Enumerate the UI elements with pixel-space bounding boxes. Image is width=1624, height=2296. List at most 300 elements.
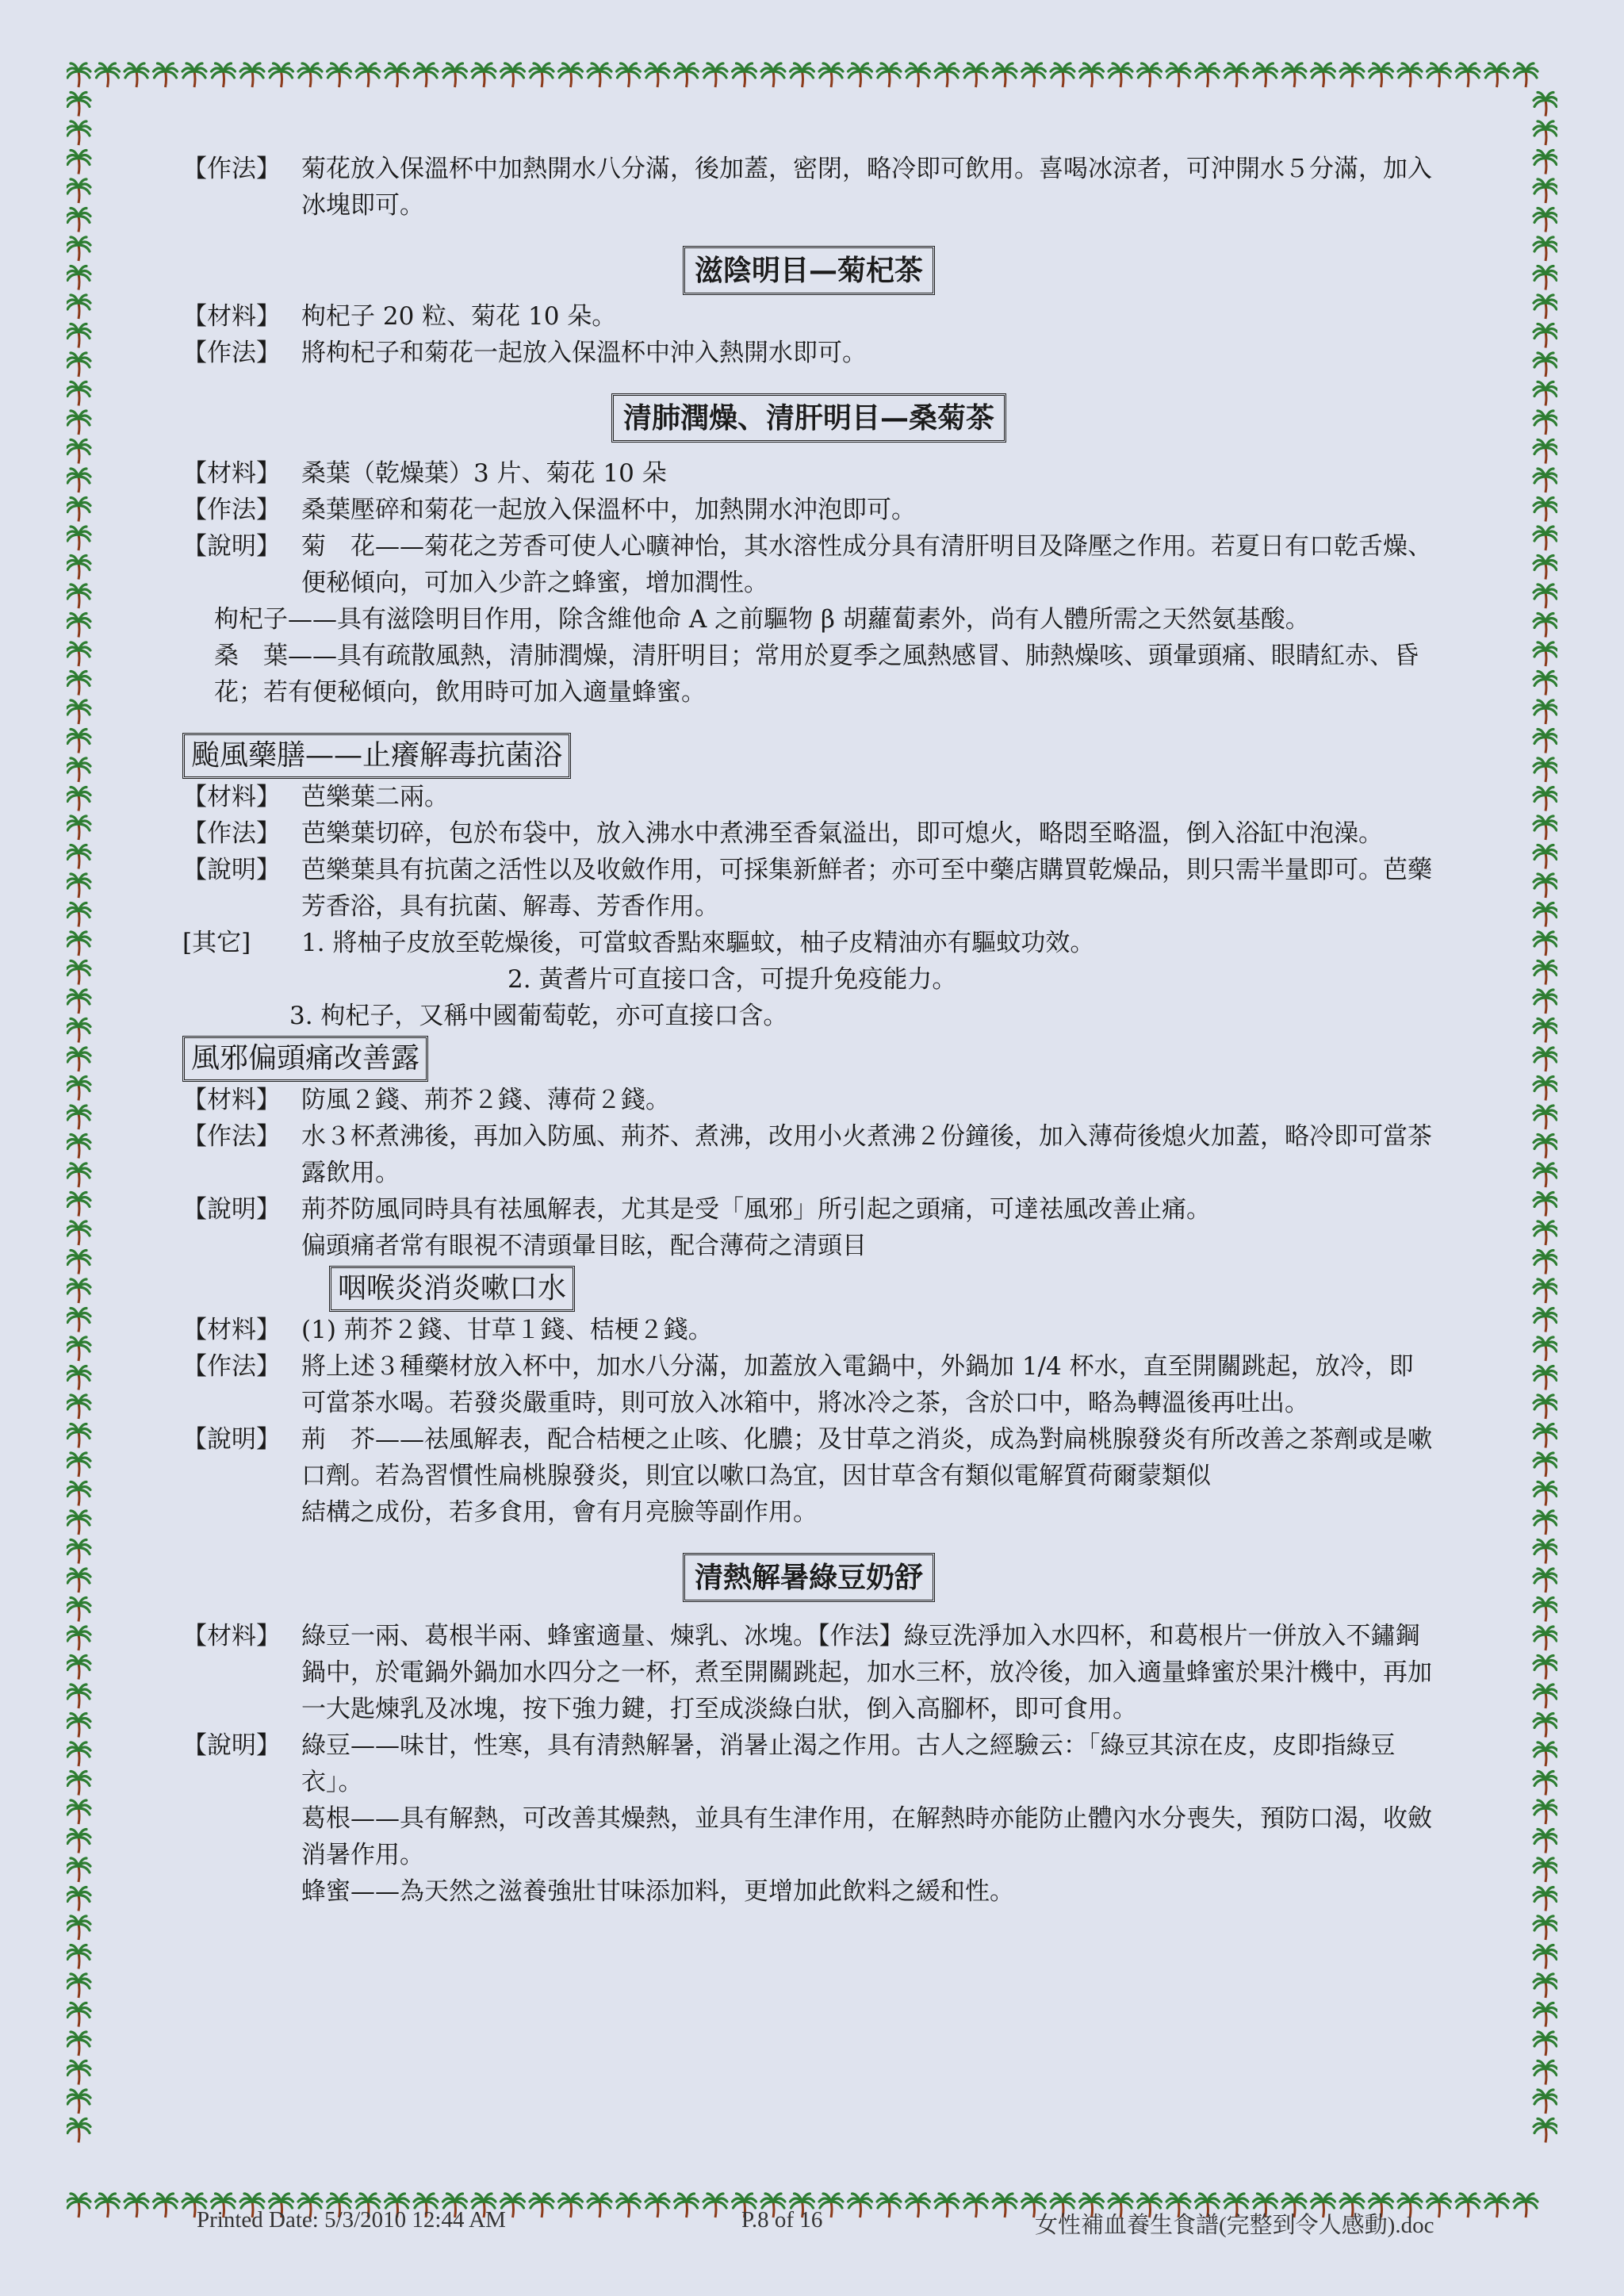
palm-tree-icon	[993, 2194, 1017, 2217]
method-row	[182, 1348, 1435, 1421]
palm-tree-icon	[1534, 324, 1557, 348]
palm-tree-icon	[67, 903, 90, 927]
palm-tree-icon	[1534, 932, 1557, 956]
palm-tree-icon	[67, 1279, 90, 1303]
material-text: 枸杞子 20 粒、菊花 10 朵。	[301, 302, 617, 331]
palm-tree-icon	[1534, 1135, 1557, 1159]
palm-tree-icon	[67, 1742, 90, 1766]
section-title-wrap	[182, 393, 1435, 443]
palm-tree-icon	[67, 121, 90, 145]
palm-tree-icon	[67, 151, 90, 174]
palm-tree-icon	[67, 642, 90, 666]
palm-tree-icon	[1534, 1598, 1557, 1622]
palm-tree-icon	[1080, 63, 1104, 87]
palm-tree-icon	[819, 2194, 843, 2217]
palm-tree-icon	[67, 845, 90, 869]
material-label: 【材料】	[182, 459, 281, 488]
palm-tree-icon	[1534, 179, 1557, 203]
note-row	[182, 1873, 1435, 1910]
palm-tree-icon	[1534, 1945, 1557, 1969]
palm-tree-icon	[472, 63, 496, 87]
palm-tree-icon	[530, 63, 553, 87]
palm-tree-icon	[182, 63, 206, 87]
palm-tree-icon	[67, 816, 90, 840]
note-row	[182, 1228, 1435, 1264]
palm-tree-icon	[1534, 93, 1557, 117]
palm-tree-icon	[67, 990, 90, 1014]
palm-tree-icon	[1196, 63, 1220, 87]
palm-tree-icon	[588, 63, 611, 87]
palm-tree-icon	[1534, 1453, 1557, 1477]
palm-tree-icon	[935, 63, 959, 87]
palm-tree-icon	[67, 1048, 90, 1071]
palm-tree-icon	[1534, 1251, 1557, 1274]
palm-tree-icon	[1485, 63, 1509, 87]
palm-tree-icon	[964, 63, 988, 87]
material-row	[182, 779, 1435, 815]
method-row	[182, 815, 1435, 852]
material-row	[182, 298, 1435, 335]
palm-tree-icon	[1534, 1714, 1557, 1738]
palm-tree-icon	[1534, 1279, 1557, 1303]
palm-tree-icon	[124, 63, 148, 87]
palm-tree-icon	[1534, 1540, 1557, 1564]
palm-tree-icon	[1138, 63, 1162, 87]
palm-tree-icon	[1534, 382, 1557, 406]
palm-tree-icon	[1534, 1974, 1557, 1998]
palm-tree-icon	[67, 1772, 90, 1796]
palm-tree-icon	[67, 788, 90, 811]
palm-tree-icon	[1534, 1916, 1557, 1940]
palm-tree-icon	[356, 63, 380, 87]
palm-tree-icon	[877, 2194, 901, 2217]
material-row	[182, 1618, 1435, 1727]
palm-tree-icon	[617, 63, 641, 87]
palm-tree-icon	[1534, 1627, 1557, 1650]
palm-tree-icon	[67, 295, 90, 319]
palm-tree-icon	[67, 556, 90, 580]
palm-tree-icon	[1534, 1482, 1557, 1506]
palm-tree-icon	[1534, 2061, 1557, 2085]
palm-tree-icon	[848, 2194, 872, 2217]
section-title-wrap	[182, 1553, 1435, 1602]
palm-tree-icon	[1534, 874, 1557, 898]
palm-tree-icon	[645, 2194, 669, 2217]
palm-tree-icon	[1254, 63, 1277, 87]
palm-tree-icon	[67, 1511, 90, 1535]
palm-tree-icon	[848, 63, 872, 87]
material-row	[182, 455, 1435, 492]
palm-tree-icon	[67, 585, 90, 608]
palm-tree-icon	[1534, 1048, 1557, 1071]
palm-tree-icon	[67, 672, 90, 696]
palm-tree-icon	[1534, 1077, 1557, 1101]
palm-tree-icon	[1312, 63, 1335, 87]
material-text: 綠豆一兩、葛根半兩、蜂蜜適量、煉乳、冰塊。【作法】綠豆洗淨加入水四杯，和葛根片一併放入不鏽鋼鍋中，於電鍋外鍋加水四分之一杯，煮至開關跳起，加水三杯，放冷後，加入適量蜂蜜於果汁機中，再加一大匙煉乳及冰塊，按下強力鍵，打至成淡綠白狀，倒入高腳杯，即可食用。	[301, 1622, 1432, 1723]
palm-tree-icon	[1534, 151, 1557, 174]
palm-tree-icon	[67, 2061, 90, 2085]
palm-tree-icon	[67, 1714, 90, 1738]
palm-tree-icon	[67, 1598, 90, 1622]
palm-tree-icon	[1022, 63, 1046, 87]
palm-tree-icon	[1456, 2194, 1480, 2217]
palm-tree-icon	[675, 63, 699, 87]
palm-tree-icon	[1534, 1019, 1557, 1043]
section-title-wrap	[182, 246, 1435, 295]
palm-tree-icon	[67, 2194, 90, 2217]
palm-tree-icon	[96, 63, 120, 87]
palm-tree-icon	[67, 1685, 90, 1708]
palm-tree-icon	[906, 2194, 930, 2217]
palm-tree-icon	[298, 63, 322, 87]
palm-tree-icon	[1534, 961, 1557, 985]
method-text: 將枸杞子和菊花一起放入保溫杯中沖入熱開水即可。	[301, 339, 867, 367]
palm-tree-icon	[1514, 63, 1538, 87]
palm-tree-icon	[67, 2032, 90, 2056]
section-title: 咽喉炎消炎嗽口水	[329, 1266, 575, 1312]
palm-tree-icon	[67, 1135, 90, 1159]
palm-tree-icon	[1534, 1424, 1557, 1448]
material-text: 桑葉（乾燥葉）3 片、菊花 10 朵	[301, 459, 667, 488]
palm-tree-icon	[588, 2194, 611, 2217]
note-text: 蜂蜜——為天然之滋養強壯甘味添加料，更增加此飲料之緩和性。	[301, 1877, 1014, 1906]
palm-tree-icon	[67, 63, 90, 87]
palm-tree-icon	[1534, 990, 1557, 1014]
note-row	[182, 1727, 1435, 1800]
palm-tree-icon	[67, 440, 90, 464]
palm-tree-icon	[1534, 469, 1557, 493]
palm-tree-icon	[67, 179, 90, 203]
palm-tree-icon	[1485, 2194, 1509, 2217]
note-row	[182, 1191, 1435, 1228]
palm-tree-icon	[559, 63, 583, 87]
palm-tree-icon	[1534, 1163, 1557, 1187]
note-text: 結構之成份，若多食用，會有月亮臉等副作用。	[301, 1498, 818, 1527]
palm-tree-icon	[67, 1888, 90, 1911]
palm-tree-icon	[67, 1858, 90, 1882]
note-text: 芭樂葉具有抗菌之活性以及收斂作用，可採集新鮮者；亦可至中藥店購買乾燥品，則只需半量即可。芭藥芳香浴，具有抗菌、解毒、芳香作用。	[301, 856, 1432, 921]
palm-tree-icon	[1534, 1221, 1557, 1245]
palm-tree-icon	[67, 498, 90, 522]
palm-tree-icon	[1534, 2003, 1557, 2027]
other-label: [其它]	[182, 929, 251, 957]
palm-tree-icon	[1534, 209, 1557, 232]
method-row	[182, 335, 1435, 371]
section-title-wrap	[182, 1036, 1435, 1082]
palm-tree-icon	[385, 63, 409, 87]
palm-tree-icon	[67, 700, 90, 724]
palm-tree-icon	[1369, 63, 1393, 87]
palm-tree-icon	[67, 324, 90, 348]
palm-tree-icon	[67, 1974, 90, 1998]
palm-tree-icon	[414, 63, 438, 87]
palm-tree-icon	[877, 63, 901, 87]
material-label: 【材料】	[182, 1622, 281, 1650]
note-text: 菊 花——菊花之芳香可使人心曠神怡，其水溶性成分具有清肝明目及降壓之作用。若夏日有口乾舌燥、便秘傾向，可加入少許之蜂蜜，增加潤性。	[301, 532, 1432, 597]
note-label: 【說明】	[182, 532, 281, 561]
palm-tree-icon	[1534, 1106, 1557, 1129]
palm-tree-icon	[1166, 63, 1190, 87]
palm-tree-icon	[67, 1482, 90, 1506]
palm-tree-icon	[1427, 63, 1451, 87]
method-text: 菊花放入保溫杯中加熱開水八分滿，後加蓋，密閉，略冷即可飲用。喜喝冰涼者，可沖開水５分滿，加入冰塊即可。	[301, 155, 1432, 220]
note-label: 【說明】	[182, 1195, 281, 1224]
palm-tree-icon	[67, 1627, 90, 1650]
palm-tree-icon	[1534, 700, 1557, 724]
palm-tree-icon	[67, 1395, 90, 1419]
method-row	[182, 492, 1435, 528]
palm-tree-icon	[67, 1945, 90, 1969]
method-label: 【作法】	[182, 339, 281, 367]
palm-tree-icon	[1534, 266, 1557, 290]
palm-tree-icon	[1534, 1830, 1557, 1853]
palm-tree-icon	[1534, 903, 1557, 927]
palm-tree-icon	[67, 1800, 90, 1824]
palm-tree-icon	[1534, 1511, 1557, 1535]
note-label: 【說明】	[182, 1425, 281, 1454]
other-row	[182, 925, 1435, 961]
palm-tree-icon	[559, 2194, 583, 2217]
palm-tree-icon	[96, 2194, 120, 2217]
palm-tree-icon	[1534, 1656, 1557, 1680]
palm-tree-icon	[1282, 63, 1306, 87]
section-title: 清肺潤燥、清肝明目—桑菊茶	[611, 393, 1006, 443]
palm-tree-icon	[67, 209, 90, 232]
material-row	[182, 1082, 1435, 1118]
other-text: 2. 黃耆片可直接口含，可提升免疫能力。	[508, 965, 957, 994]
palm-tree-icon	[645, 63, 669, 87]
palm-tree-icon	[67, 961, 90, 985]
note-label: 【說明】	[182, 856, 281, 884]
palm-tree-icon	[67, 1019, 90, 1043]
palm-tree-icon	[1534, 498, 1557, 522]
palm-tree-icon	[67, 353, 90, 377]
palm-tree-icon	[1456, 63, 1480, 87]
palm-tree-icon	[67, 411, 90, 435]
method-text: 桑葉壓碎和菊花一起放入保溫杯中，加熱開水沖泡即可。	[301, 496, 916, 524]
palm-tree-icon	[67, 1569, 90, 1593]
palm-tree-icon	[67, 1251, 90, 1274]
palm-tree-icon	[530, 2194, 553, 2217]
palm-tree-icon	[1534, 585, 1557, 608]
palm-tree-icon	[67, 237, 90, 261]
note-text: 荊芥防風同時具有祛風解表，尤其是受「風邪」所引起之頭痛，可達祛風改善止痛。	[301, 1195, 1211, 1224]
palm-tree-icon	[67, 1453, 90, 1477]
palm-tree-icon	[703, 63, 727, 87]
document-body	[182, 151, 1435, 1910]
palm-tree-icon	[1534, 1742, 1557, 1766]
method-text: 水３杯煮沸後，再加入防風、荊芥、煮沸，改用小火煮沸２份鐘後，加入薄荷後熄火加蓋，略冷即可當茶露飲用。	[301, 1122, 1432, 1187]
palm-tree-icon	[443, 63, 467, 87]
palm-tree-icon	[67, 1540, 90, 1564]
section-title-wrap	[182, 1266, 1435, 1312]
palm-tree-icon	[1534, 295, 1557, 319]
palm-tree-icon	[1534, 556, 1557, 580]
palm-tree-icon	[212, 63, 236, 87]
palm-tree-icon	[67, 93, 90, 117]
palm-tree-icon	[67, 1077, 90, 1101]
palm-tree-icon	[617, 2194, 641, 2217]
palm-tree-icon	[1534, 642, 1557, 666]
method-row	[182, 1118, 1435, 1191]
palm-tree-icon	[240, 63, 264, 87]
method-text: 芭樂葉切碎，包於布袋中，放入沸水中煮沸至香氣溢出，即可熄火，略悶至略溫，倒入浴缸中泡澡。	[301, 819, 1383, 848]
palm-tree-icon	[1534, 440, 1557, 464]
palm-tree-icon	[124, 2194, 148, 2217]
note-row	[182, 638, 1435, 711]
palm-tree-icon	[67, 2090, 90, 2114]
note-row	[182, 601, 1435, 638]
palm-tree-icon	[1051, 63, 1074, 87]
palm-tree-icon	[67, 1193, 90, 1217]
palm-tree-icon	[1534, 1193, 1557, 1217]
palm-tree-icon	[67, 382, 90, 406]
palm-tree-icon	[67, 1916, 90, 1940]
palm-tree-icon	[1224, 63, 1248, 87]
section-title-wrap	[182, 733, 1435, 779]
palm-tree-icon	[67, 1309, 90, 1332]
palm-tree-icon	[1534, 353, 1557, 377]
palm-tree-icon	[67, 2119, 90, 2143]
palm-tree-icon	[1534, 1858, 1557, 1882]
palm-tree-icon	[1534, 1309, 1557, 1332]
other-row	[182, 961, 1435, 998]
material-text: 防風２錢、荊芥２錢、薄荷２錢。	[301, 1086, 670, 1114]
palm-tree-icon	[1534, 1888, 1557, 1911]
note-text: 枸杞子——具有滋陰明目作用，除含維他命 A 之前驅物 β 胡蘿蔔素外，尚有人體所需之天然氨基酸。	[214, 605, 1310, 634]
palm-tree-icon	[67, 730, 90, 753]
palm-tree-icon	[1534, 1337, 1557, 1361]
method-text: 將上述３種藥材放入杯中，加水八分滿，加蓋放入電鍋中，外鍋加 1/4 杯水，直至開關跳起，放冷，即可當茶水喝。若發炎嚴重時，則可放入冰箱中，將冰冷之茶，含於口中，略為轉溫後再吐出。	[301, 1352, 1414, 1417]
note-text: 荊 芥——祛風解表，配合桔梗之止咳、化膿；及甘草之消炎，成為對扁桃腺發炎有所改善之茶劑或是嗽口劑。若為習慣性扁桃腺發炎，則宜以嗽口為宜，因甘草含有類似電解質荷爾蒙類似	[301, 1425, 1432, 1490]
palm-tree-icon	[67, 1830, 90, 1853]
palm-tree-icon	[1534, 237, 1557, 261]
section-title: 風邪偏頭痛改善露	[182, 1036, 428, 1082]
intro-method	[182, 151, 1435, 224]
palm-tree-icon	[67, 527, 90, 550]
section-title: 颱風藥膳——止癢解毒抗菌浴	[182, 733, 571, 779]
palm-tree-icon	[935, 2194, 959, 2217]
palm-tree-icon	[154, 63, 178, 87]
material-label: 【材料】	[182, 302, 281, 331]
palm-tree-icon	[733, 63, 756, 87]
method-label: 【作法】	[182, 819, 281, 848]
palm-tree-icon	[154, 2194, 178, 2217]
palm-tree-icon	[67, 1221, 90, 1245]
note-row	[182, 1494, 1435, 1531]
other-text: 3. 枸杞子，又稱中國葡萄乾，亦可直接口含。	[289, 1002, 788, 1030]
palm-tree-icon	[703, 2194, 727, 2217]
note-text: 桑 葉——具有疏散風熱，清肺潤燥，清肝明目；常用於夏季之風熱感冒、肺熱燥咳、頭暈頭痛、眼睛紅赤、昏花；若有便秘傾向，飲用時可加入適量蜂蜜。	[214, 642, 1419, 707]
palm-tree-icon	[67, 1163, 90, 1187]
palm-tree-icon	[791, 63, 814, 87]
palm-tree-icon	[67, 2003, 90, 2027]
file-name: 女性補血養生食譜(完整到令人感動).doc	[1035, 2213, 1434, 2238]
note-text: 葛根——具有解熱，可改善其燥熱，並具有生津作用，在解熱時亦能防止體內水分喪失，預防口渴，收斂消暑作用。	[301, 1804, 1432, 1869]
palm-tree-icon	[67, 1106, 90, 1129]
printed-date: Printed Date: 5/3/2010 12:44 AM	[197, 2207, 506, 2233]
palm-tree-icon	[501, 63, 525, 87]
palm-tree-icon	[67, 932, 90, 956]
palm-tree-icon	[1534, 1395, 1557, 1419]
palm-tree-icon	[1340, 63, 1364, 87]
other-text: 1. 將柚子皮放至乾燥後，可當蚊香點來驅蚊，柚子皮精油亦有驅蚊功效。	[301, 929, 1095, 957]
palm-tree-icon	[964, 2194, 988, 2217]
palm-tree-icon	[906, 63, 930, 87]
page-number: P.8 of 16	[741, 2207, 823, 2233]
palm-tree-icon	[1534, 614, 1557, 638]
palm-tree-icon	[819, 63, 843, 87]
note-text: 綠豆——味甘，性寒，具有清熱解暑，消暑止渴之作用。古人之經驗云：「綠豆其涼在皮，皮即指綠豆衣」。	[301, 1731, 1396, 1796]
palm-tree-icon	[67, 1424, 90, 1448]
note-row	[182, 852, 1435, 925]
note-row	[182, 528, 1435, 601]
palm-tree-icon	[67, 469, 90, 493]
palm-tree-icon	[1534, 816, 1557, 840]
note-row	[182, 1421, 1435, 1494]
palm-tree-icon	[1534, 1800, 1557, 1824]
palm-tree-icon	[67, 1656, 90, 1680]
other-row	[182, 998, 1435, 1034]
palm-tree-icon	[1534, 730, 1557, 753]
palm-tree-icon	[1534, 121, 1557, 145]
section-title: 滋陰明目—菊杞茶	[683, 246, 935, 295]
palm-tree-icon	[1534, 788, 1557, 811]
palm-tree-icon	[270, 63, 293, 87]
palm-tree-icon	[1534, 758, 1557, 782]
material-row	[182, 1312, 1435, 1348]
palm-tree-icon	[67, 758, 90, 782]
palm-tree-icon	[1109, 63, 1132, 87]
palm-tree-icon	[327, 63, 351, 87]
palm-tree-icon	[1534, 2119, 1557, 2143]
note-label: 【說明】	[182, 1731, 281, 1760]
palm-tree-icon	[67, 266, 90, 290]
section-title: 清熱解暑綠豆奶舒	[683, 1553, 935, 1602]
palm-tree-icon	[67, 614, 90, 638]
palm-tree-icon	[1534, 1685, 1557, 1708]
palm-tree-icon	[1514, 2194, 1538, 2217]
palm-tree-icon	[993, 63, 1017, 87]
palm-tree-icon	[675, 2194, 699, 2217]
material-label: 【材料】	[182, 1086, 281, 1114]
method-label: 【作法】	[182, 1122, 281, 1151]
material-label: 【材料】	[182, 1316, 281, 1344]
palm-tree-icon	[1534, 1772, 1557, 1796]
palm-tree-icon	[67, 1337, 90, 1361]
method-label: 【作法】	[182, 155, 281, 183]
note-text: 偏頭痛者常有眼視不清頭暈目眩，配合薄荷之清頭目	[301, 1232, 867, 1260]
palm-tree-icon	[1398, 63, 1422, 87]
palm-tree-icon	[1534, 1569, 1557, 1593]
palm-tree-icon	[1534, 411, 1557, 435]
palm-tree-icon	[1534, 527, 1557, 550]
method-label: 【作法】	[182, 496, 281, 524]
material-text: (1) 荊芥２錢、甘草１錢、桔梗２錢。	[301, 1316, 713, 1344]
palm-tree-icon	[1534, 1366, 1557, 1390]
material-label: 【材料】	[182, 783, 281, 811]
method-label: 【作法】	[182, 1352, 281, 1381]
palm-tree-icon	[761, 63, 785, 87]
note-row	[182, 1800, 1435, 1873]
palm-tree-icon	[1534, 2032, 1557, 2056]
palm-tree-icon	[1534, 2090, 1557, 2114]
palm-tree-icon	[1534, 845, 1557, 869]
material-text: 芭樂葉二兩。	[301, 783, 449, 811]
palm-tree-icon	[67, 874, 90, 898]
palm-tree-icon	[67, 1366, 90, 1390]
palm-tree-icon	[1534, 672, 1557, 696]
